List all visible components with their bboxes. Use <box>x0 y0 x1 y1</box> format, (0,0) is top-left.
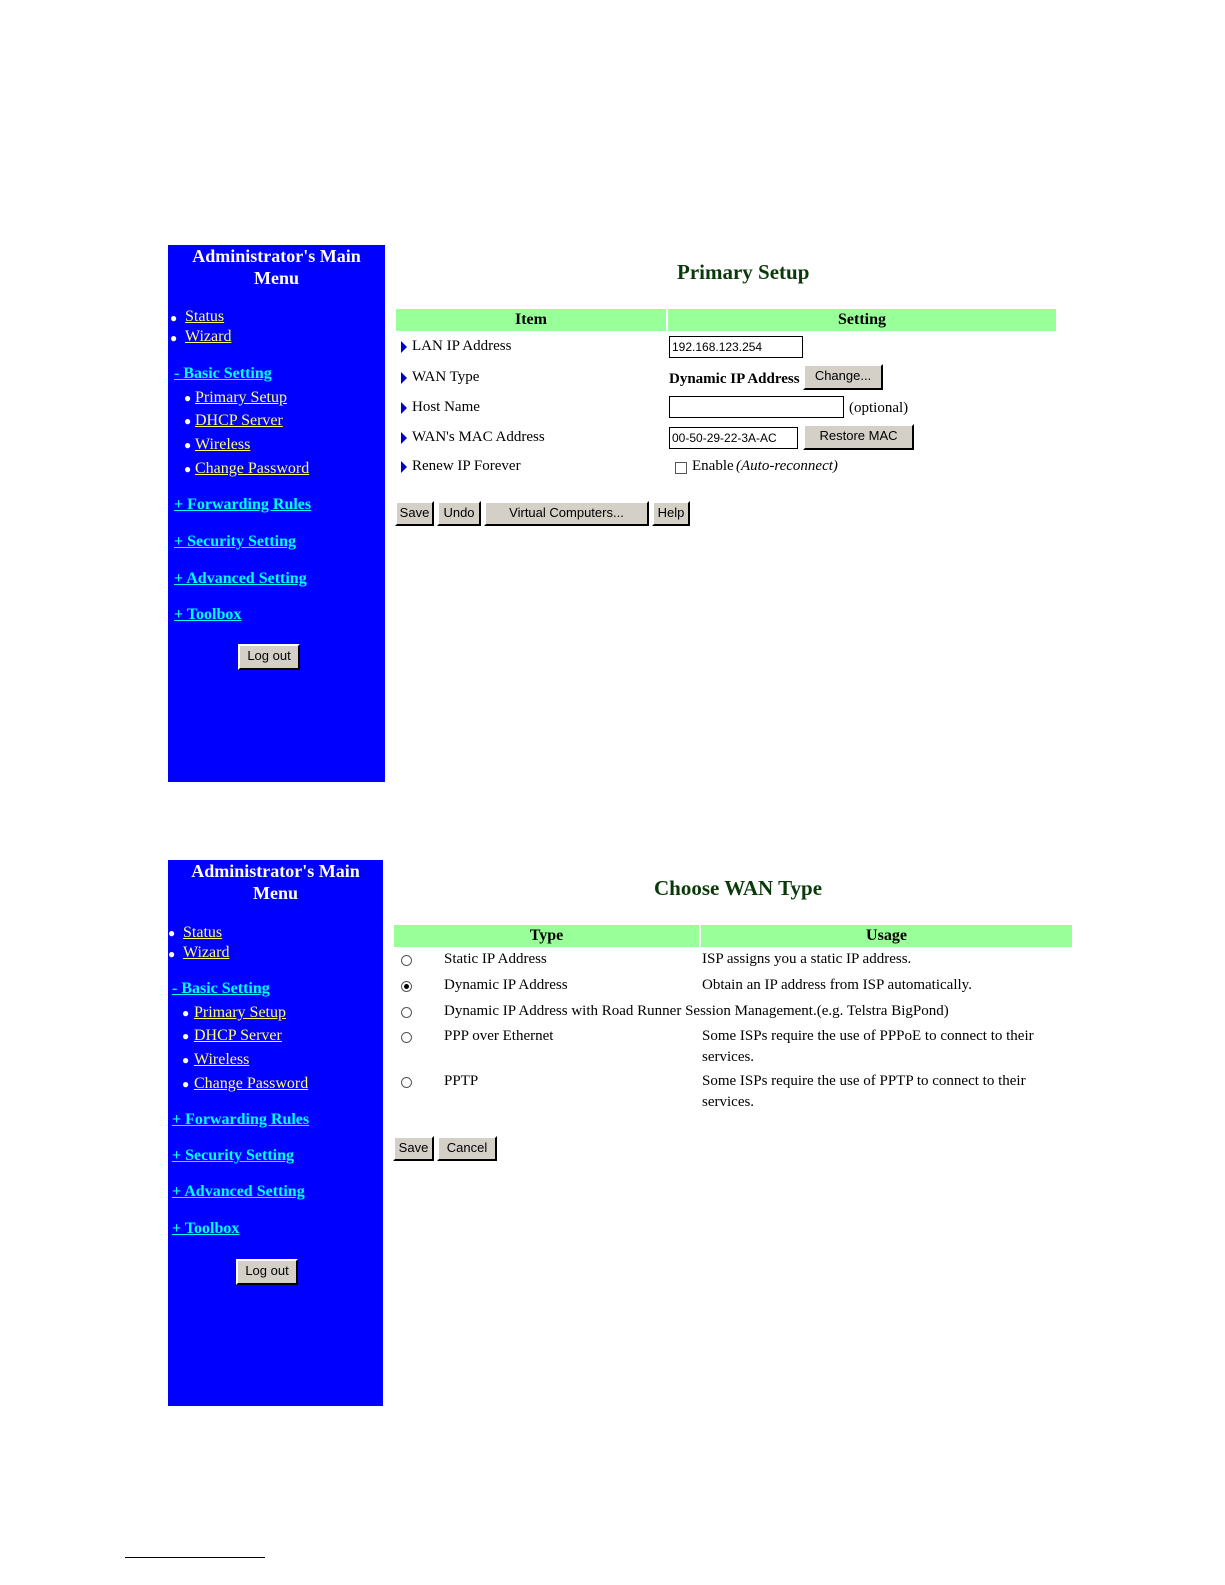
sidebar-item-change-password[interactable]: Change Password <box>195 460 310 477</box>
type-road-runner: Dynamic IP Address with Road Runner Session Management.(e.g. Telstra BigPond) <box>444 1003 949 1019</box>
undo-button[interactable]: Undo <box>437 501 481 526</box>
sidebar-group-security-setting[interactable]: + Security Setting <box>174 533 296 550</box>
row-arrow-icon <box>401 402 407 414</box>
renew-ip-checkbox[interactable] <box>675 462 687 474</box>
bullet: ● <box>168 926 176 940</box>
sidebar-2 <box>168 860 383 1406</box>
sidebar-group-basic-setting[interactable]: - Basic Setting <box>174 365 272 382</box>
bullet: ● <box>182 1077 190 1091</box>
lan-ip-input[interactable]: 192.168.123.254 <box>669 336 803 358</box>
save-button[interactable]: Save <box>395 501 434 526</box>
bullet: ● <box>184 462 192 476</box>
bullet: ● <box>170 331 178 345</box>
sidebar-item-primary-setup[interactable]: Primary Setup <box>195 389 287 406</box>
sidebar-item-dhcp-server[interactable]: DHCP Server <box>194 1027 282 1044</box>
sidebar-item-wireless[interactable]: Wireless <box>195 436 251 453</box>
row-arrow-icon <box>401 341 407 353</box>
sidebar-group-toolbox[interactable]: + Toolbox <box>174 606 242 623</box>
host-name-input[interactable] <box>669 396 844 418</box>
sidebar-group-security-setting[interactable]: + Security Setting <box>172 1147 294 1164</box>
usage-static-ip: ISP assigns you a static IP address. <box>702 951 912 967</box>
sidebar-item-primary-setup[interactable]: Primary Setup <box>194 1004 286 1021</box>
cancel-button[interactable]: Cancel <box>437 1136 497 1161</box>
bullet: ● <box>184 391 192 405</box>
type-pptp: PPTP <box>444 1073 479 1089</box>
virtual-computers-button[interactable]: Virtual Computers... <box>484 501 649 526</box>
auto-reconnect-note: (Auto-reconnect) <box>736 458 838 474</box>
column-header-item: Item <box>396 309 666 331</box>
sidebar-item-wizard[interactable]: Wizard <box>183 944 230 961</box>
bullet: ● <box>182 1006 190 1020</box>
help-button[interactable]: Help <box>652 501 690 526</box>
logout-button[interactable]: Log out <box>238 644 300 670</box>
type-dynamic-ip: Dynamic IP Address <box>444 977 568 993</box>
sidebar-item-change-password[interactable]: Change Password <box>194 1075 309 1092</box>
row-arrow-icon <box>401 432 407 444</box>
row-arrow-icon <box>401 461 407 473</box>
usage-pptp: Some ISPs require the use of PPTP to connect to their <box>702 1073 1026 1089</box>
usage-pptp-2: services. <box>702 1094 755 1110</box>
column-header-setting: Setting <box>668 309 1056 331</box>
row-label-host-name: Host Name <box>412 399 480 415</box>
row-label-renew-ip: Renew IP Forever <box>412 458 521 474</box>
sidebar-group-advanced-setting[interactable]: + Advanced Setting <box>172 1183 305 1200</box>
column-header-type: Type <box>394 925 699 947</box>
change-wan-type-button[interactable]: Change... <box>803 364 883 390</box>
footnote-separator <box>125 1557 265 1558</box>
radio-road-runner[interactable] <box>401 1007 412 1018</box>
save-button[interactable]: Save <box>393 1136 434 1161</box>
usage-dynamic-ip: Obtain an IP address from ISP automatically. <box>702 977 972 993</box>
page-title: Primary Setup <box>677 260 810 284</box>
type-static-ip: Static IP Address <box>444 951 547 967</box>
row-label-wan-type: WAN Type <box>412 369 480 385</box>
usage-pppoe: Some ISPs require the use of PPPoE to connect to their <box>702 1028 1034 1044</box>
bullet: ● <box>184 438 192 452</box>
mac-address-input[interactable]: 00-50-29-22-3A-AC <box>669 427 798 449</box>
sidebar-group-forwarding-rules[interactable]: + Forwarding Rules <box>174 496 312 513</box>
sidebar-group-advanced-setting[interactable]: + Advanced Setting <box>174 570 307 587</box>
wan-type-value: Dynamic IP Address <box>669 371 800 387</box>
logout-button[interactable]: Log out <box>236 1259 298 1285</box>
column-header-usage: Usage <box>701 925 1072 947</box>
optional-note: (optional) <box>849 400 909 416</box>
radio-dynamic-ip[interactable] <box>401 981 412 992</box>
sidebar-item-status[interactable]: Status <box>183 924 223 941</box>
sidebar-1 <box>168 245 385 782</box>
row-label-mac-address: WAN's MAC Address <box>412 429 545 445</box>
sidebar-title: Administrator's Main Menu <box>192 246 361 288</box>
radio-pptp[interactable] <box>401 1077 412 1088</box>
type-pppoe: PPP over Ethernet <box>444 1028 554 1044</box>
sidebar-item-status[interactable]: Status <box>185 308 225 325</box>
sidebar-item-wireless[interactable]: Wireless <box>194 1051 250 1068</box>
restore-mac-button[interactable]: Restore MAC <box>803 424 914 450</box>
radio-pppoe[interactable] <box>401 1032 412 1043</box>
page-title: Choose WAN Type <box>654 876 823 900</box>
sidebar-group-toolbox[interactable]: + Toolbox <box>172 1220 240 1237</box>
bullet: ● <box>168 947 176 961</box>
usage-pppoe-2: services. <box>702 1049 755 1065</box>
bullet: ● <box>184 414 192 428</box>
row-label-lan-ip: LAN IP Address <box>412 338 512 354</box>
bullet: ● <box>170 311 178 325</box>
radio-static-ip[interactable] <box>401 955 412 966</box>
sidebar-group-basic-setting[interactable]: - Basic Setting <box>172 980 270 997</box>
sidebar-item-wizard[interactable]: Wizard <box>185 328 232 345</box>
enable-label: Enable <box>692 458 734 474</box>
row-arrow-icon <box>401 372 407 384</box>
sidebar-title: Administrator's Main Menu <box>191 861 360 903</box>
sidebar-item-dhcp-server[interactable]: DHCP Server <box>195 412 283 429</box>
bullet: ● <box>182 1029 190 1043</box>
bullet: ● <box>182 1053 190 1067</box>
sidebar-group-forwarding-rules[interactable]: + Forwarding Rules <box>172 1111 310 1128</box>
